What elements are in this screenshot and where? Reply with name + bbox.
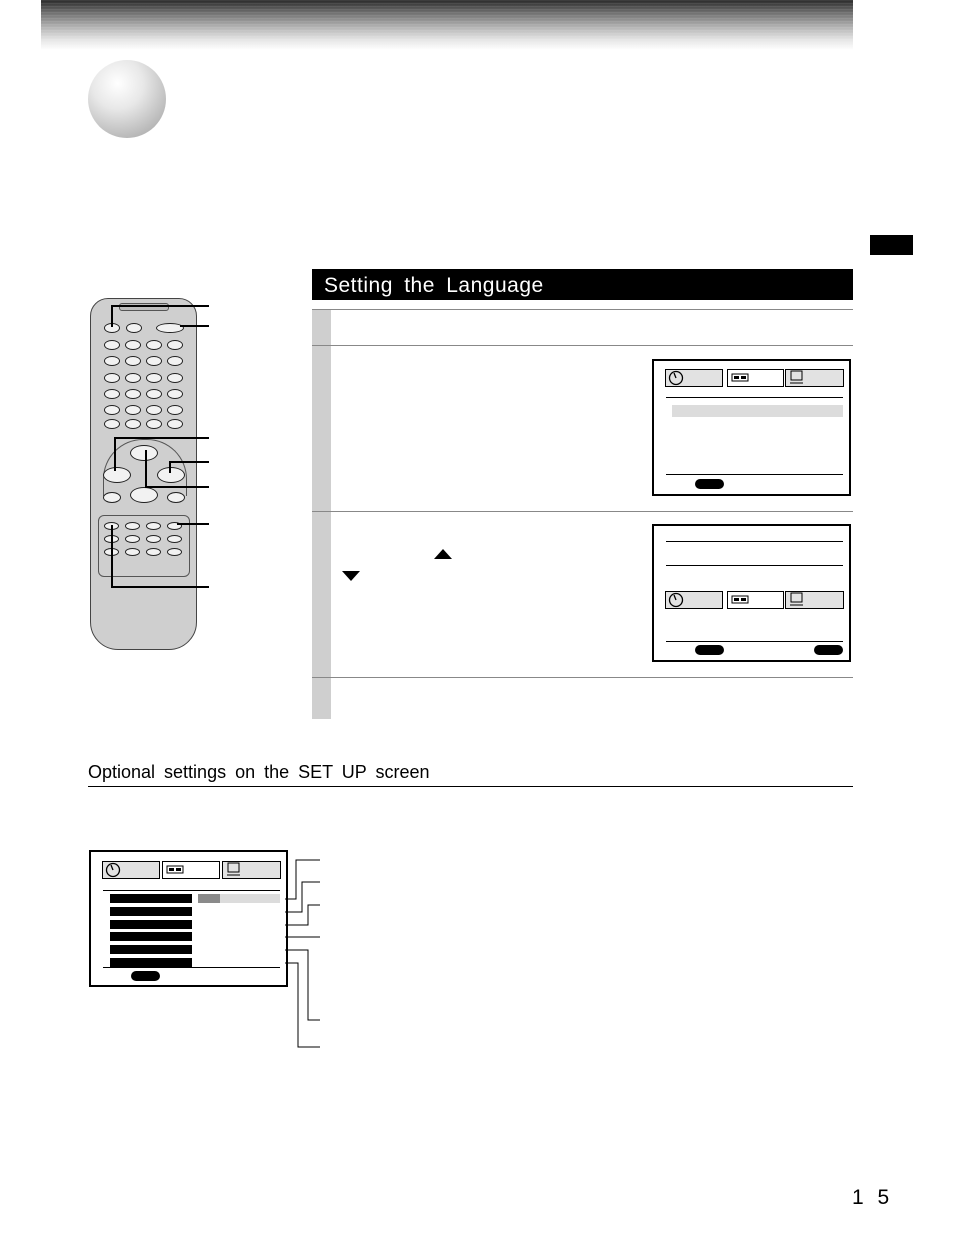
tab-clock [102,861,160,879]
menu-row [110,907,192,916]
remote-grid-button[interactable] [146,389,162,399]
remote-grid-button[interactable] [167,389,183,399]
remote-grid-button[interactable] [167,373,183,383]
clock-icon [668,370,684,386]
optional-settings-title: Optional settings on the SET UP screen [88,762,430,782]
setup-screen-osd-2 [652,524,851,662]
remote-grid-button[interactable] [167,419,183,429]
triangle-down-icon [341,570,361,582]
remote-grid-button[interactable] [125,405,141,415]
enter-button-label [695,479,724,489]
tab-language [727,591,784,609]
remote-grid-button[interactable] [104,419,120,429]
remote-lower-button[interactable] [146,522,161,530]
selected-value-marker [198,894,220,903]
remote-grid-button[interactable] [167,405,183,415]
remote-lower-button[interactable] [146,535,161,543]
remote-grid-button[interactable] [146,419,162,429]
tab-display [785,591,844,609]
remote-grid-button[interactable] [104,405,120,415]
remote-grid-button[interactable] [146,373,162,383]
remote-control-illustration [90,298,197,650]
remote-grid-button[interactable] [167,356,183,366]
step-divider [312,677,853,678]
remote-grid-button[interactable] [146,340,162,350]
header-band [41,0,853,50]
remote-grid-button[interactable] [125,419,141,429]
optional-settings-rule [88,786,853,787]
tab-display [222,861,281,879]
display-icon [226,862,242,878]
display-icon [789,592,805,608]
play-button[interactable] [130,445,158,461]
page-number: 1 5 [852,1186,894,1209]
remote-grid-button[interactable] [146,405,162,415]
step-1-strip [312,310,331,345]
language-icon [731,373,749,383]
chapter-tab [870,235,913,255]
remote-button[interactable] [126,323,142,333]
tab-language [162,861,220,879]
display-icon [789,370,805,386]
remote-lower-button[interactable] [167,548,182,556]
step-divider [312,511,853,512]
highlight-row [672,405,843,417]
tab-clock [665,369,723,387]
rewind-button[interactable] [103,467,131,483]
menu-row [110,920,192,929]
menu-row [110,894,192,903]
remote-lower-button[interactable] [167,535,182,543]
tab-clock [665,591,723,609]
clock-icon [668,592,684,608]
language-icon [166,865,184,875]
step-divider [312,345,853,346]
tab-display [785,369,844,387]
settings-callout-lines [280,855,325,1055]
section-sphere-icon [88,60,166,138]
remote-lower-button[interactable] [125,535,140,543]
remote-grid-button[interactable] [146,356,162,366]
triangle-up-icon [433,548,453,560]
step-divider [312,309,853,310]
remote-grid-button[interactable] [125,389,141,399]
remote-lower-button[interactable] [125,522,140,530]
selected-value-bar [220,894,280,903]
language-icon [731,595,749,605]
clock-icon [105,862,121,878]
enter-button-label [131,971,160,981]
remote-grid-button[interactable] [104,340,120,350]
remote-grid-button[interactable] [104,389,120,399]
pause-button[interactable] [167,492,185,503]
remote-grid-button[interactable] [125,373,141,383]
step-3-strip [312,512,331,677]
remote-grid-button[interactable] [104,373,120,383]
tab-language [727,369,784,387]
remote-grid-button[interactable] [104,356,120,366]
fast-forward-button[interactable] [157,467,185,483]
remote-lower-button[interactable] [125,548,140,556]
setup-screen-osd-1 [652,359,851,496]
remote-lower-button[interactable] [146,548,161,556]
menu-row [110,958,192,967]
stop-button[interactable] [130,487,158,503]
setup-screen-osd-3 [89,850,288,987]
menu-row [110,932,192,941]
remote-grid-button[interactable] [125,356,141,366]
section-heading: Setting the Language [312,269,853,300]
step-2-strip [312,346,331,511]
slow-button[interactable] [103,492,121,503]
step-4-strip [312,678,331,719]
remote-grid-button[interactable] [125,340,141,350]
remote-grid-button[interactable] [167,340,183,350]
enter-button-label [695,645,724,655]
menu-row [110,945,192,954]
setup-button-label [814,645,843,655]
